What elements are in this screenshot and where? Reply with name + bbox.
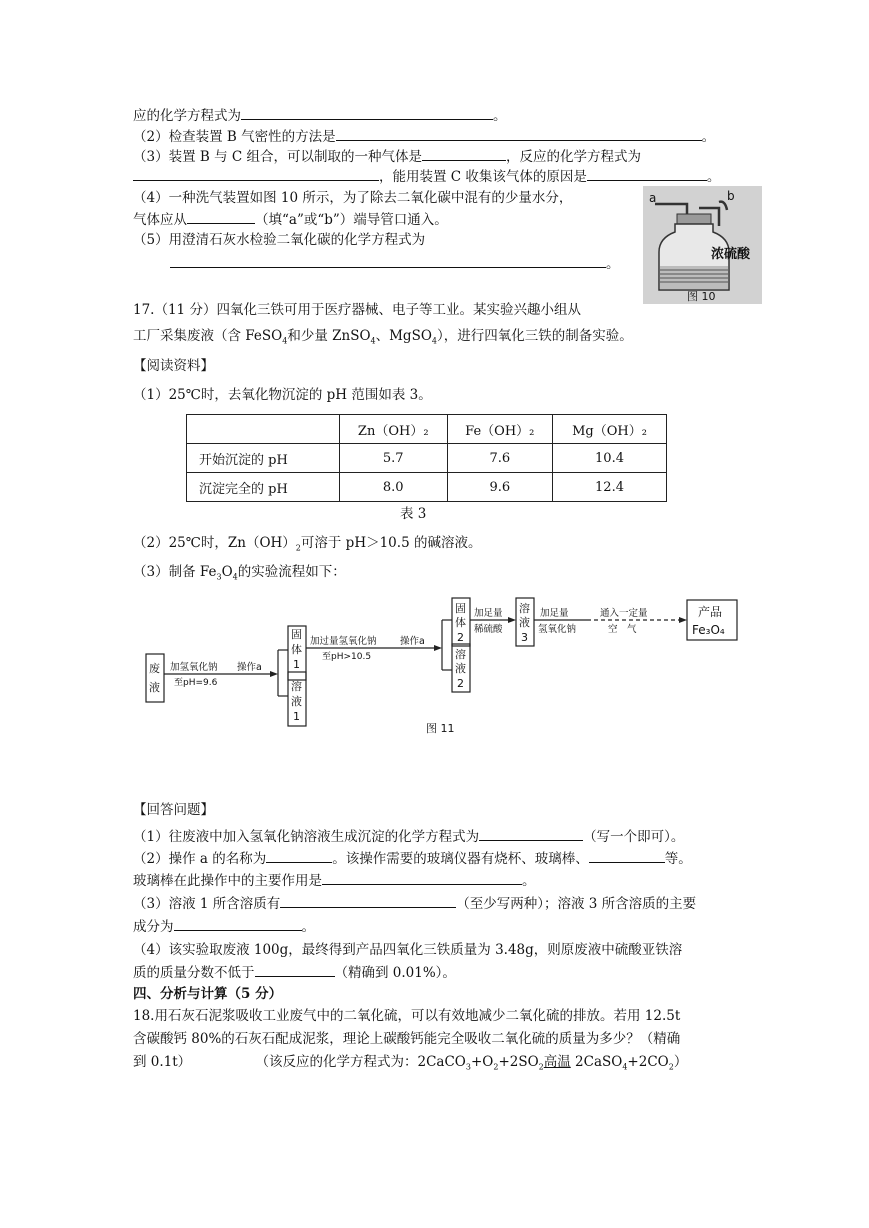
q16-part5: （5）用澄清石灰水检验二氧化碳的化学方程式为 <box>133 232 426 248</box>
label-acid: 浓硫酸 <box>711 247 751 262</box>
step1-reagent: 加氢氧化钠 <box>170 662 218 673</box>
answer-blank[interactable] <box>187 209 255 224</box>
answer-blank[interactable] <box>589 848 665 863</box>
header-mg: Mg（OH）₂ <box>553 415 667 444</box>
answer-blank[interactable] <box>266 848 332 863</box>
answer-blank[interactable] <box>587 166 707 181</box>
figure-10-wash-bottle <box>643 186 762 304</box>
q18-line3: 到 0.1t） （该反应的化学方程式为：$2CaCO_3+O_2+2SO_2$高温 $2CaSO_4+2CO_2$） <box>133 1054 688 1072</box>
label-a: a <box>649 191 657 205</box>
operation-a-1: 操作a <box>237 662 262 673</box>
solid1-char: 固 <box>291 628 302 641</box>
sol2-char: 溶 <box>455 648 466 661</box>
arrow-head <box>270 671 278 677</box>
step5-reagent: 通入一定量 <box>600 608 648 619</box>
reading-heading: 【阅读资料】 <box>133 358 214 374</box>
q18-line1: 18.用石灰石泥浆吸收工业废气中的二氧化硫，可以有效地减少二氧化硫的排放。若用 12.5t <box>133 1008 681 1024</box>
answer-item-3: （3）溶液 1 所含溶质有 （至少写两种）；溶液 3 所含溶质的主要 <box>133 893 696 914</box>
figure-caption: 图 11 <box>426 722 455 735</box>
step4-reagent: 加足量 <box>540 608 569 619</box>
table-header-row <box>187 415 667 444</box>
arrow-head <box>434 645 442 651</box>
figure-11-flowchart <box>142 592 742 742</box>
arrow-head <box>508 617 516 623</box>
answer-item-4-line2: 质的质量分数不低于 （精确到 0.01%）。 <box>133 962 456 983</box>
product-formula: Fe₃O₄ <box>692 623 725 637</box>
answer-blank[interactable] <box>280 893 456 908</box>
sol1-char: 1 <box>293 710 300 723</box>
answer-heading: 【回答问题】 <box>133 802 214 818</box>
q16-part2: （2）检查装置 B 气密性的方法是 。 <box>133 126 715 147</box>
reading-item-1: （1）25℃时，去氧化物沉淀的 pH 范围如表 3。 <box>133 387 432 403</box>
sol3-char: 3 <box>521 631 528 644</box>
arrow-head <box>679 617 687 623</box>
answer-blank[interactable] <box>241 105 493 120</box>
q16-part3-cont: ，能用装置 C 收集该气体的原因是 。 <box>133 166 720 187</box>
solid1-char: 体 <box>291 643 302 656</box>
sol1-char: 溶 <box>291 680 302 693</box>
q16-part3: （3）装置 B 与 C 组合，可以制取的一种气体是 ，反应的化学方程式为 <box>133 146 641 167</box>
q16-part4-cont: 气体应从 （填“a”或“b”）端导管口通入。 <box>133 209 448 230</box>
table-row: 沉淀完全的 pH 8.0 9.6 12.4 <box>187 473 667 502</box>
header-zn: Zn（OH）₂ <box>339 415 447 444</box>
answer-blank[interactable] <box>422 146 506 161</box>
q16-part4: （4）一种洗气装置如图 10 所示，为了除去二氧化碳中混有的少量水分， <box>133 190 573 206</box>
reaction-condition: 高温 <box>543 1054 571 1070</box>
answer-item-3-line2: 成分为 。 <box>133 916 315 937</box>
step1-condition: 至pH=9.6 <box>174 678 218 688</box>
answer-item-2-line2: 玻璃棒在此操作中的主要作用是 。 <box>133 870 536 891</box>
solid2-char: 2 <box>457 631 464 644</box>
figure-caption: 图 10 <box>687 290 716 303</box>
reaction-equation: （该反应的化学方程式为：$2CaCO_3+O_2+2SO_2$高温 $2CaSO_4+2CO_2$） <box>255 1054 688 1072</box>
q16-part5-answer: 。 <box>170 253 620 274</box>
sol3-char: 液 <box>519 616 530 629</box>
table-caption: 表 3 <box>400 506 427 522</box>
sol1-char: 液 <box>291 695 302 708</box>
product-label: 产品 <box>698 605 723 619</box>
solid1-char: 1 <box>293 658 300 671</box>
answer-blank[interactable] <box>322 870 522 885</box>
header-fe: Fe（OH）₂ <box>447 415 552 444</box>
waste-char: 废 <box>149 662 160 675</box>
answer-blank[interactable] <box>479 826 583 841</box>
label-b: b <box>727 189 735 203</box>
step3-reagent: 加足量 <box>474 608 503 619</box>
step4-reagent-name: 氢氧化钠 <box>538 624 577 635</box>
waste-char: 液 <box>149 681 160 694</box>
sol2-char: 2 <box>457 677 464 690</box>
q18-line2: 含碳酸钙 80%的石灰石配成泥浆，理论上碳酸钙能完全吸收二氧化硫的质量为多少？（精确 <box>133 1031 681 1047</box>
answer-blank[interactable] <box>336 126 702 141</box>
answer-item-1: （1）往废液中加入氢氧化钠溶液生成沉淀的化学方程式为 （写一个即可）。 <box>133 826 684 847</box>
table-3 <box>186 414 667 502</box>
sol3-char: 溶 <box>519 602 530 615</box>
answer-item-2: （2）操作 a 的名称为 。该操作需要的玻璃仪器有烧杯、玻璃棒、 等。 <box>133 848 692 869</box>
sol2-char: 液 <box>455 662 466 675</box>
answer-blank[interactable] <box>255 962 335 977</box>
step2-condition: 至pH>10.5 <box>322 652 372 662</box>
answer-blank[interactable] <box>133 166 379 181</box>
table-row: 开始沉淀的 pH 5.7 7.6 10.4 <box>187 444 667 473</box>
operation-a-2: 操作a <box>400 636 425 647</box>
step3-reagent-name: 稀硫酸 <box>474 624 503 635</box>
answer-blank[interactable] <box>170 253 606 268</box>
step5-reagent-name: 空 气 <box>608 624 637 635</box>
answer-blank[interactable] <box>174 916 302 931</box>
reading-item-3: （3）制备 $Fe_3O_4$的实验流程如下： <box>133 564 346 582</box>
answer-item-4: （4）该实验取废液 100g，最终得到产品四氧化三铁质量为 3.48g，则原废液中硫酸亚铁溶 <box>133 942 683 958</box>
section-4-title: 四、分析与计算（5 分） <box>133 986 283 1002</box>
q17-line2: 工厂采集废液（含 FeSO$_4$和少量 ZnSO$_4$、MgSO$_4$），进行四氧化三铁的制备实验。 <box>133 328 633 346</box>
stopper <box>677 214 711 224</box>
solid2-char: 体 <box>455 616 466 629</box>
wash-bottle-drawing <box>643 186 762 304</box>
reading-item-2: （2）25℃时，$Zn(OH)_2$可溶于 pH＞10.5 的碱溶液。 <box>133 535 482 553</box>
step2-reagent: 加过量氢氧化钠 <box>310 636 377 647</box>
solid2-char: 固 <box>455 602 466 615</box>
q16-line1: 应的化学方程式为 。 <box>133 105 507 126</box>
q17-line1: 17.（11 分）四氧化三铁可用于医疗器械、电子等工业。某实验兴趣小组从 <box>133 302 581 318</box>
